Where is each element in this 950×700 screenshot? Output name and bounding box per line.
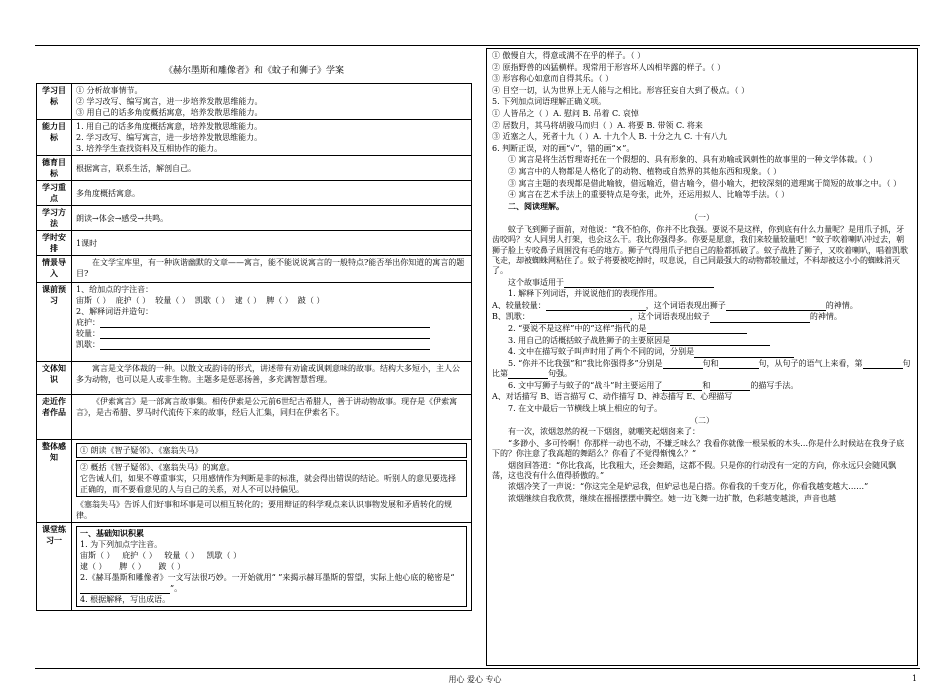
passage-2-line: 浓烟继续自我欣赏，继续在摇摇摆摆中腾空。她一边飞舞一边扩散，色彩越变越淡，声音也越 bbox=[508, 494, 836, 504]
char-item: 宙斯（ ） bbox=[76, 296, 111, 305]
row-content bbox=[72, 283, 472, 362]
q-text: 4. 文中在描写蚊子叫声时用了两个不同的词，分别是 bbox=[508, 347, 695, 357]
char-item: 脾（ ） bbox=[119, 562, 146, 571]
reading-q3 bbox=[492, 336, 912, 346]
q-text: 的神情。 bbox=[825, 300, 858, 310]
practice-chars bbox=[80, 550, 463, 561]
goal-line: ① 分析故事情节。 bbox=[76, 86, 143, 95]
q6-item: ② 寓言中的人物都是人格化了的动物、植物或自然界的其他东西和现象。（ ） bbox=[508, 166, 782, 176]
reading-q5 bbox=[492, 359, 912, 380]
header-rule bbox=[35, 45, 920, 46]
preview-question: 2、解释词语并造句： bbox=[76, 307, 154, 316]
answer-blank[interactable] bbox=[694, 349, 794, 358]
table-row bbox=[37, 395, 472, 440]
exercise-panel bbox=[486, 48, 918, 666]
passage-marker: （二） bbox=[690, 415, 714, 425]
q-text: 句强。 bbox=[548, 369, 572, 379]
row-content: 根据寓言，联系生活，解剖自己。 bbox=[72, 156, 472, 181]
row-label: 学习方法 bbox=[37, 206, 72, 231]
row-content: 1课时 bbox=[72, 231, 472, 256]
table-row bbox=[37, 362, 472, 395]
row-content bbox=[72, 362, 472, 395]
answer-blank[interactable] bbox=[662, 382, 702, 391]
char-item: 宙斯（ ） bbox=[80, 551, 115, 560]
answer-blank[interactable] bbox=[564, 279, 714, 288]
q5-item: ② 居数月，其马将胡骏马而归（ ）A. 将要 B. 带领 C. 将来 bbox=[492, 120, 703, 130]
answer-blank[interactable] bbox=[670, 337, 770, 346]
row-content bbox=[72, 84, 472, 120]
moral-label: 这个故事适用于 bbox=[508, 277, 564, 287]
table-row bbox=[37, 283, 472, 362]
reading-q6 bbox=[492, 381, 912, 391]
char-item: 庇护（ ） bbox=[122, 551, 157, 560]
q6-item: ③ 寓言主题的表现都是借此喻彼，借远喻近，借古喻今，借小喻大，把较深刻的道理寓于简短的故事之中。（ ） bbox=[508, 178, 902, 188]
author-text: 《伊索寓言》是一部寓言故事集。相传伊索是公元前6世纪古希腊人，善于讲动物故事。现存是《伊索寓言》，是古希腊、罗马时代流传下来的故事，经后人汇集，同归在伊索名下。 bbox=[76, 397, 458, 417]
answer-blank[interactable] bbox=[546, 302, 646, 311]
answer-blank[interactable] bbox=[100, 340, 430, 350]
row-label: 课前预习 bbox=[37, 283, 72, 362]
table-row bbox=[37, 256, 472, 283]
reading-q1: 1. 解释下列词语，并说说他们的表现作用。 bbox=[508, 289, 663, 299]
answer-blank[interactable] bbox=[100, 318, 430, 328]
practice-question: 4. 根据解释，写出成语。 bbox=[80, 595, 171, 604]
q6-item: ① 寓言是将生活哲理寄托在一个假想的、具有形象的、具有劝喻或讽刺性的故事里的一种文学体裁。（ ） bbox=[508, 155, 878, 165]
table-row bbox=[37, 440, 472, 523]
answer-blank[interactable] bbox=[100, 329, 430, 339]
passage-2-line: 烟囱回答道：“你比我高，比我粗大，还会舞蹈，这都不假。只是你的行动没有一定的方向，你永远只会随风飘荡，这也没有什么值得骄傲的。” bbox=[492, 460, 897, 480]
passage-1: 蚊子飞到狮子面前，对他说：“我不怕你，你并不比我强。要说不是这样，你到底有什么力量呢？是用爪子抓，牙齿咬吗？女人同男人打架，也会这么干。我比你强得多。你要是愿意，我们来较量较量吧！”蚊子吹着喇叭冲过去，朝狮子脸上专咬鼻子周围没有毛的地方。狮子气得用爪子把自己的脸都抓破了。蚊子战胜了狮子，又吹着喇叭，唱着凯歌飞走，却被蜘蛛网粘住了。蚊子将要被吃掉时，叹息说，自己同最强大的动物都较量过，不料却被这小小的蜘蛛消灭了。 bbox=[492, 224, 908, 276]
table-row bbox=[37, 181, 472, 206]
reading-q2 bbox=[492, 324, 912, 334]
row-label: 走近作者作品 bbox=[37, 395, 72, 440]
q-text: B、凯歌： bbox=[492, 312, 530, 322]
answer-blank[interactable] bbox=[80, 584, 170, 594]
idiom-item: ③ 形容称心如意而自得其乐。（ ） bbox=[492, 74, 614, 84]
reading-q1a bbox=[492, 301, 912, 311]
page-number: 1 bbox=[912, 674, 918, 683]
q2-text: 2.《赫耳墨斯和雕像者》一文写法很巧妙。一开始就用“ ”来揭示赫耳墨斯的誓望，实际上他心底的秘密是“ bbox=[80, 573, 455, 582]
q-text: ，这个词语表现出蚊子 bbox=[629, 312, 710, 322]
answer-blank[interactable] bbox=[710, 382, 750, 391]
document-title: 《赫尔墨斯和雕像者》和《蚊子和狮子》学案 bbox=[163, 66, 344, 76]
word-line bbox=[76, 339, 467, 350]
question-6: 6. 判断正误，对的画“√”，错的画“×”。 bbox=[492, 143, 635, 153]
q-text: 2. “要说不是这样”中的“这样”指代的是 bbox=[508, 324, 647, 334]
reading-q4 bbox=[492, 347, 912, 357]
answer-blank[interactable] bbox=[647, 325, 747, 334]
reading-q6-options: A、对话描写 B、语言描写 C、动作描写 D、神态描写 E、心理描写 bbox=[492, 392, 733, 402]
q-text: 6. 文中写狮子与蚊子的“战斗”时主要运用了 bbox=[508, 380, 663, 390]
row-content bbox=[72, 120, 472, 156]
word-label: 凯歇： bbox=[76, 340, 100, 349]
practice-question bbox=[80, 572, 463, 594]
passage-2-line: 有一次，浓烟忽然的视一下烟囱，就嘲笑起烟囱来了： bbox=[508, 427, 700, 437]
row-label: 学习重点 bbox=[37, 181, 72, 206]
passage-2-line: 浓烟冷笑了一声说：“你这完全是妒忌我，但妒忌也是白搭。你看我的千变万化，你看我越变越大……” bbox=[508, 482, 869, 492]
study-plan-table-wrapper bbox=[36, 83, 472, 611]
char-item: 脾（ ） bbox=[266, 296, 293, 305]
overall-box bbox=[76, 460, 467, 497]
row-content: 多角度概括寓意。 bbox=[72, 181, 472, 206]
q6-item: ④ 寓言在艺术手法上的重要特点是夸张，此外，还运用拟人、比喻等手法。（ ） bbox=[508, 190, 790, 200]
q-text: 的描写手法。 bbox=[750, 380, 799, 390]
practice-heading: 一、基础知识积累 bbox=[80, 529, 144, 538]
word-label: 较量： bbox=[76, 329, 100, 338]
answer-blank[interactable] bbox=[663, 360, 703, 369]
q5-item: ③ 近塞之人，死者十九（ ）A. 十九个人 B. 十分之九 C. 十有八九 bbox=[492, 132, 727, 142]
q-text: 5. “你并不比我强”和“我比你强得多”分别是 bbox=[508, 358, 663, 368]
q-text: 3. 用自己的话概括蚊子战胜狮子的主要原因是 bbox=[508, 335, 671, 345]
char-item: 凯歇（ ） bbox=[194, 296, 230, 305]
goal-line: ③ 用自己的话多角度概括寓意，培养发散思维能力。 bbox=[76, 108, 263, 117]
answer-blank[interactable] bbox=[508, 370, 548, 379]
knowledge-text: 寓言是文学体裁的一种。以散文或韵诗的形式，讲述带有劝谕或讽刺意味的故事。结构大多短小，主人公多为动物，也可以是人或非生物。主题多是惩恶扬善，多充满智慧哲理。 bbox=[76, 364, 460, 384]
row-label: 文体知识 bbox=[37, 362, 72, 395]
row-label: 能力目标 bbox=[37, 120, 72, 156]
q-text: 句和 bbox=[702, 358, 719, 368]
answer-blank[interactable] bbox=[726, 302, 826, 311]
q-text: ，这个词语表现出狮子 bbox=[645, 300, 726, 310]
char-item: 跛（ ） bbox=[297, 296, 325, 305]
question-5: 5. 下列加点词语理解正确义项。 bbox=[492, 97, 607, 107]
table-row bbox=[37, 156, 472, 181]
char-item: 庇护（ ） bbox=[115, 296, 151, 305]
answer-blank[interactable] bbox=[719, 360, 759, 369]
answer-blank[interactable] bbox=[863, 360, 903, 369]
passage-marker: （一） bbox=[690, 213, 714, 223]
overall-text: 《塞翁失马》告诉人们好事和坏事是可以相互转化的；要用辩证的科学观点来认识事物发展和矛盾转化的规律。 bbox=[76, 500, 452, 520]
q-text: A、较量较量： bbox=[492, 300, 546, 310]
practice-box bbox=[76, 526, 467, 607]
q-text: 句，从句子的语气上来看，第 bbox=[758, 358, 863, 368]
q-text: 的神情。 bbox=[809, 312, 842, 322]
table-row bbox=[37, 206, 472, 231]
word-line bbox=[76, 328, 467, 339]
row-label: 情景导入 bbox=[37, 256, 72, 283]
moral-line bbox=[492, 278, 912, 288]
row-label: 课堂练习一 bbox=[37, 523, 72, 611]
ability-line: 3. 培养学生查找资料及互相协作的能力。 bbox=[76, 144, 223, 153]
study-plan-table bbox=[36, 83, 472, 611]
idiom-item: ① 傲慢自大，得意或满不在乎的样子。（ ） bbox=[492, 51, 646, 60]
ability-line: 2. 学习改写、编写寓言，进一步培养发散思维能力。 bbox=[76, 133, 263, 142]
row-label: 整体感知 bbox=[37, 440, 72, 523]
q-text: 句比第 bbox=[492, 358, 911, 379]
row-content: 朗读→体会→感受→共鸣。 bbox=[72, 206, 472, 231]
q2-end: ”。 bbox=[170, 584, 183, 593]
char-item: 凯歇（ ） bbox=[206, 551, 242, 560]
row-content bbox=[72, 440, 472, 523]
word-line bbox=[76, 317, 467, 328]
row-content bbox=[72, 395, 472, 440]
table-row bbox=[37, 120, 472, 156]
overall-text: 它告诫人们，如果不尊重事实，只用感情作为判断是非的标准，就会得出错误的结论。听别人的意见要选择正确的，而不要看意见的人与自己的关系，对人不可以持偏见。 bbox=[80, 474, 456, 494]
idiom-item: ④ 目空一切，认为世界上无人能与之相比。形容狂妄自大到了极点。（ ） bbox=[492, 85, 750, 95]
q-text: 和 bbox=[702, 380, 711, 390]
reading-q1b bbox=[492, 312, 912, 322]
row-label: 学时安排 bbox=[37, 231, 72, 256]
char-item: 较量（ ） bbox=[155, 296, 190, 305]
footer-text: 用心 爱心 专心 bbox=[448, 675, 502, 684]
answer-blank[interactable] bbox=[710, 314, 810, 323]
overall-item: ② 概括《智子疑邻》、《塞翁失马》的寓意。 bbox=[80, 463, 235, 472]
row-content bbox=[72, 523, 472, 611]
char-item: 较量（ ） bbox=[164, 551, 199, 560]
char-item: 逮（ ） bbox=[80, 562, 107, 571]
footer-rule bbox=[35, 668, 920, 669]
practice-chars bbox=[80, 561, 463, 572]
reading-q7: 7. 在文中最后一节横线上填上相应的句子。 bbox=[508, 403, 663, 413]
passage-2-line: “多渺小、多可怜啊！你那样一动也不动，不嫌乏味么？我看你就像一根呆板的木头…你是什么时候站在我身子底下的？你注意了我高超的舞蹈么？你看了不觉得惭愧么？” bbox=[492, 438, 905, 458]
intro-text: 在文学宝库里，有一种诙谐幽默的文章——寓言，能不能说说寓言的一般特点?能否举出你知道的寓言的题目? bbox=[76, 258, 465, 278]
answer-blank[interactable] bbox=[530, 314, 630, 323]
table-row bbox=[37, 523, 472, 611]
row-label: 德育目标 bbox=[37, 156, 72, 181]
table-row bbox=[37, 231, 472, 256]
word-label: 庇护： bbox=[76, 318, 100, 327]
row-content bbox=[72, 256, 472, 283]
row-label: 学习目标 bbox=[37, 84, 72, 120]
ability-line: 1. 用自己的话多角度概括寓意，培养发散思维能力。 bbox=[76, 122, 263, 131]
overall-item: ① 朗读《智子疑邻》、《塞翁失马》 bbox=[76, 443, 467, 458]
char-item: 跛（ ） bbox=[158, 562, 186, 571]
preview-question: 1、给加点的字注音： bbox=[76, 285, 154, 294]
table-row bbox=[37, 84, 472, 120]
practice-question: 1. 为下列加点字注音。 bbox=[80, 540, 163, 549]
idiom-item: ② 原指野兽的凶猛横样。现常用于形容坏人凶相毕露的样子。（ ） bbox=[492, 62, 726, 72]
q5-item: ① 人皆吊之（ ）A. 慰问 B. 吊着 C. 哀悼 bbox=[492, 108, 639, 118]
preview-chars bbox=[76, 295, 467, 306]
reading-heading: 二、阅读理解。 bbox=[508, 201, 564, 211]
char-item: 逮（ ） bbox=[234, 296, 262, 305]
goal-line: ② 学习改写、编写寓言，进一步培养发散思维能力。 bbox=[76, 97, 263, 106]
